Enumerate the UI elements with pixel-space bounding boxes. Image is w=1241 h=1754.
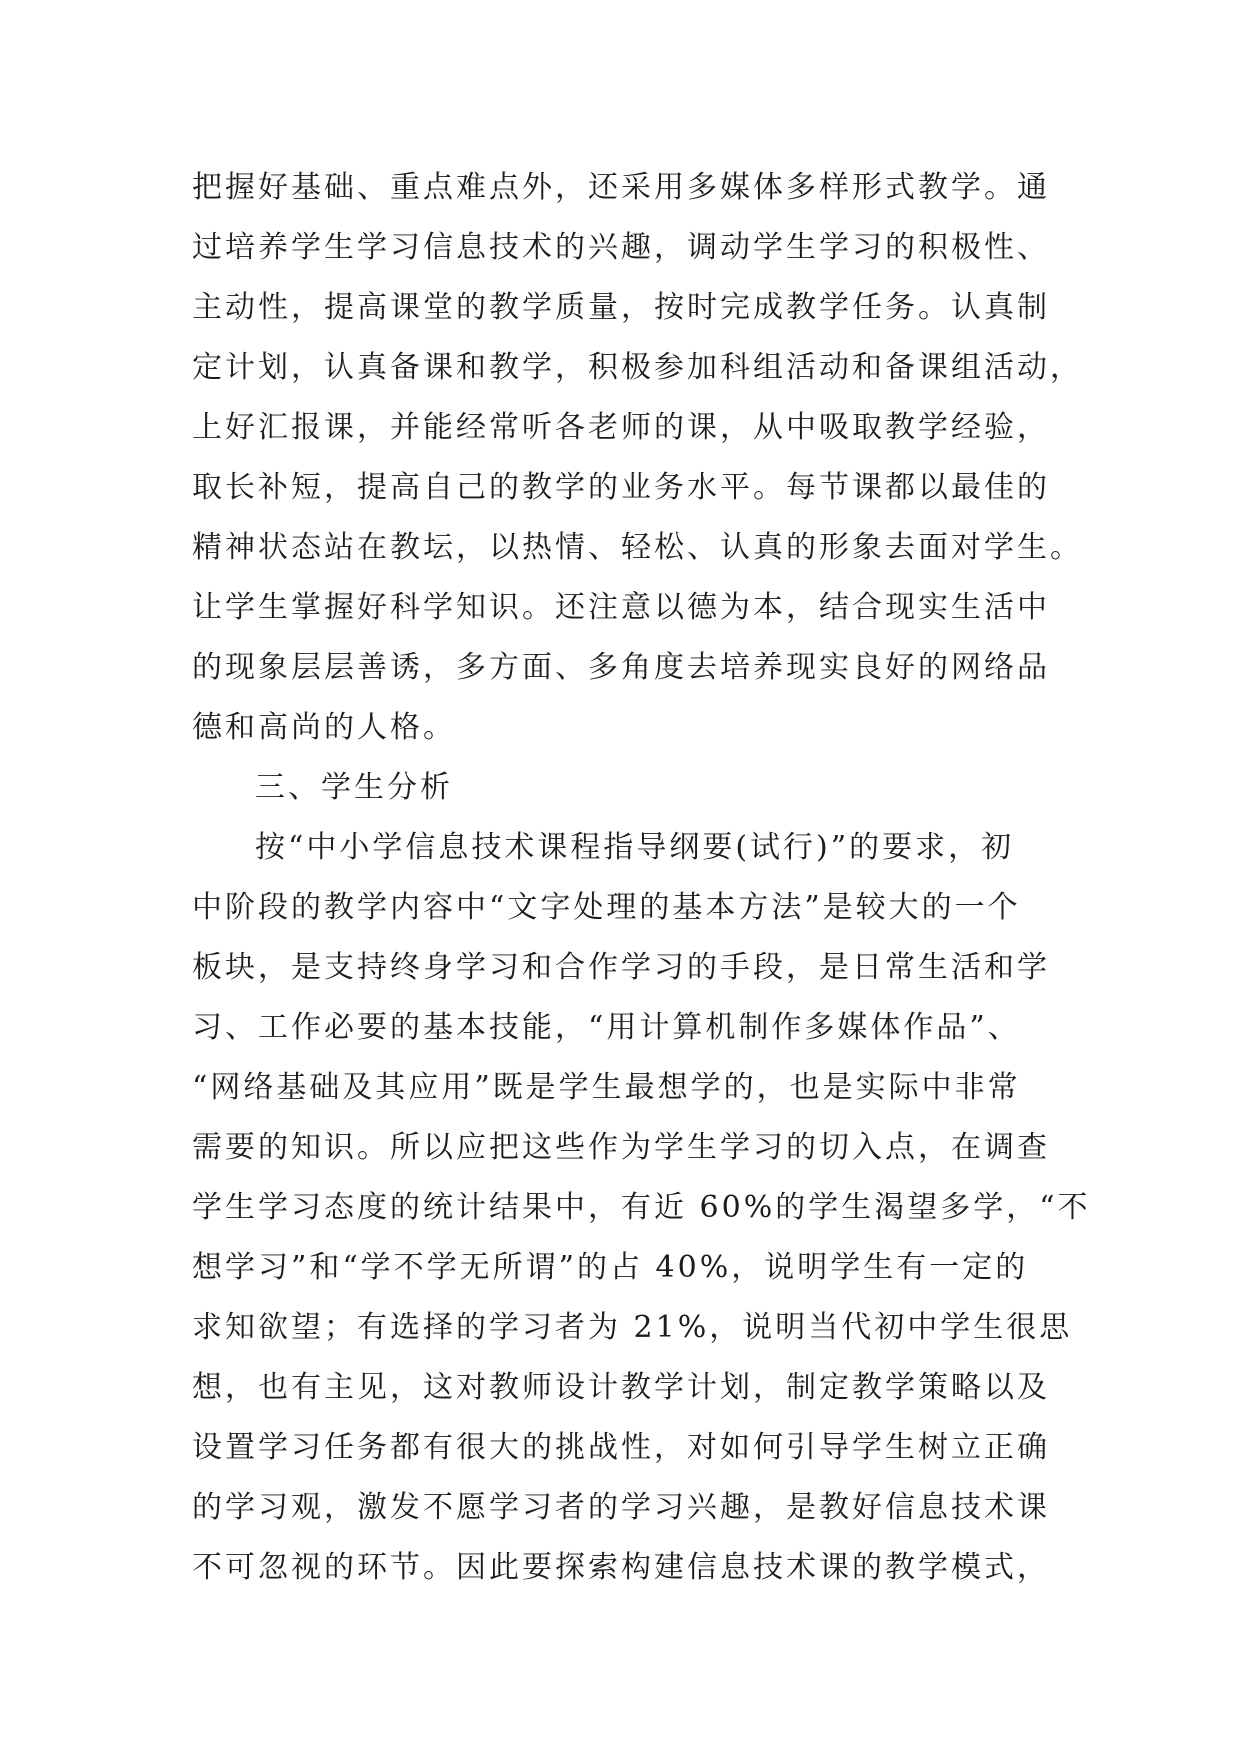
- text-line: 取长补短，提高自己的教学的业务水平。每节课都以最佳的: [192, 470, 1050, 505]
- text-line: 设置学习任务都有很大的挑战性，对如何引导学生树立正确: [192, 1430, 1050, 1465]
- text-line: 习、工作必要的基本技能，“用计算机制作多媒体作品”、: [192, 1010, 1021, 1045]
- text-line: 想学习”和“学不学无所谓”的占 40%，说明学生有一定的: [192, 1250, 1029, 1285]
- text-line: 中阶段的教学内容中“文字处理的基本方法”是较大的一个: [192, 890, 1021, 925]
- text-line: 的学习观，激发不愿学习者的学习兴趣，是教好信息技术课: [192, 1490, 1050, 1525]
- text-line: 不可忽视的环节。因此要探索构建信息技术课的教学模式，: [192, 1550, 1050, 1585]
- text-line: 过培养学生学习信息技术的兴趣，调动学生学习的积极性、: [192, 230, 1050, 265]
- text-line: 把握好基础、重点难点外，还采用多媒体多样形式教学。通: [192, 170, 1050, 205]
- paragraph-start-line: 按“中小学信息技术课程指导纲要(试行)”的要求，初: [255, 830, 1015, 865]
- text-line: 学生学习态度的统计结果中，有近 60%的学生渴望多学，“不: [192, 1190, 1091, 1225]
- text-line: 定计划，认真备课和教学，积极参加科组活动和备课组活动，: [192, 350, 1083, 385]
- text-line: 德和高尚的人格。: [192, 710, 456, 745]
- text-line: 板块，是支持终身学习和合作学习的手段，是日常生活和学: [192, 950, 1050, 985]
- text-line: 求知欲望；有选择的学习者为 21%，说明当代初中学生很思: [192, 1310, 1073, 1345]
- text-line: 上好汇报课，并能经常听各老师的课，从中吸取教学经验，: [192, 410, 1050, 445]
- text-line: 精神状态站在教坛，以热情、轻松、认真的形象去面对学生。: [192, 530, 1083, 565]
- text-line: 的现象层层善诱，多方面、多角度去培养现实良好的网络品: [192, 650, 1050, 685]
- text-line: 想，也有主见，这对教师设计教学计划，制定教学策略以及: [192, 1370, 1050, 1405]
- section-heading: 三、学生分析: [255, 770, 453, 805]
- body-text: [192, 158, 1091, 1598]
- text-line: 主动性，提高课堂的教学质量，按时完成教学任务。认真制: [192, 290, 1050, 325]
- text-line: 需要的知识。所以应把这些作为学生学习的切入点，在调查: [192, 1130, 1050, 1165]
- text-line: 让学生掌握好科学知识。还注意以德为本，结合现实生活中: [192, 590, 1050, 625]
- text-line: “网络基础及其应用”既是学生最想学的，也是实际中非常: [192, 1070, 1021, 1105]
